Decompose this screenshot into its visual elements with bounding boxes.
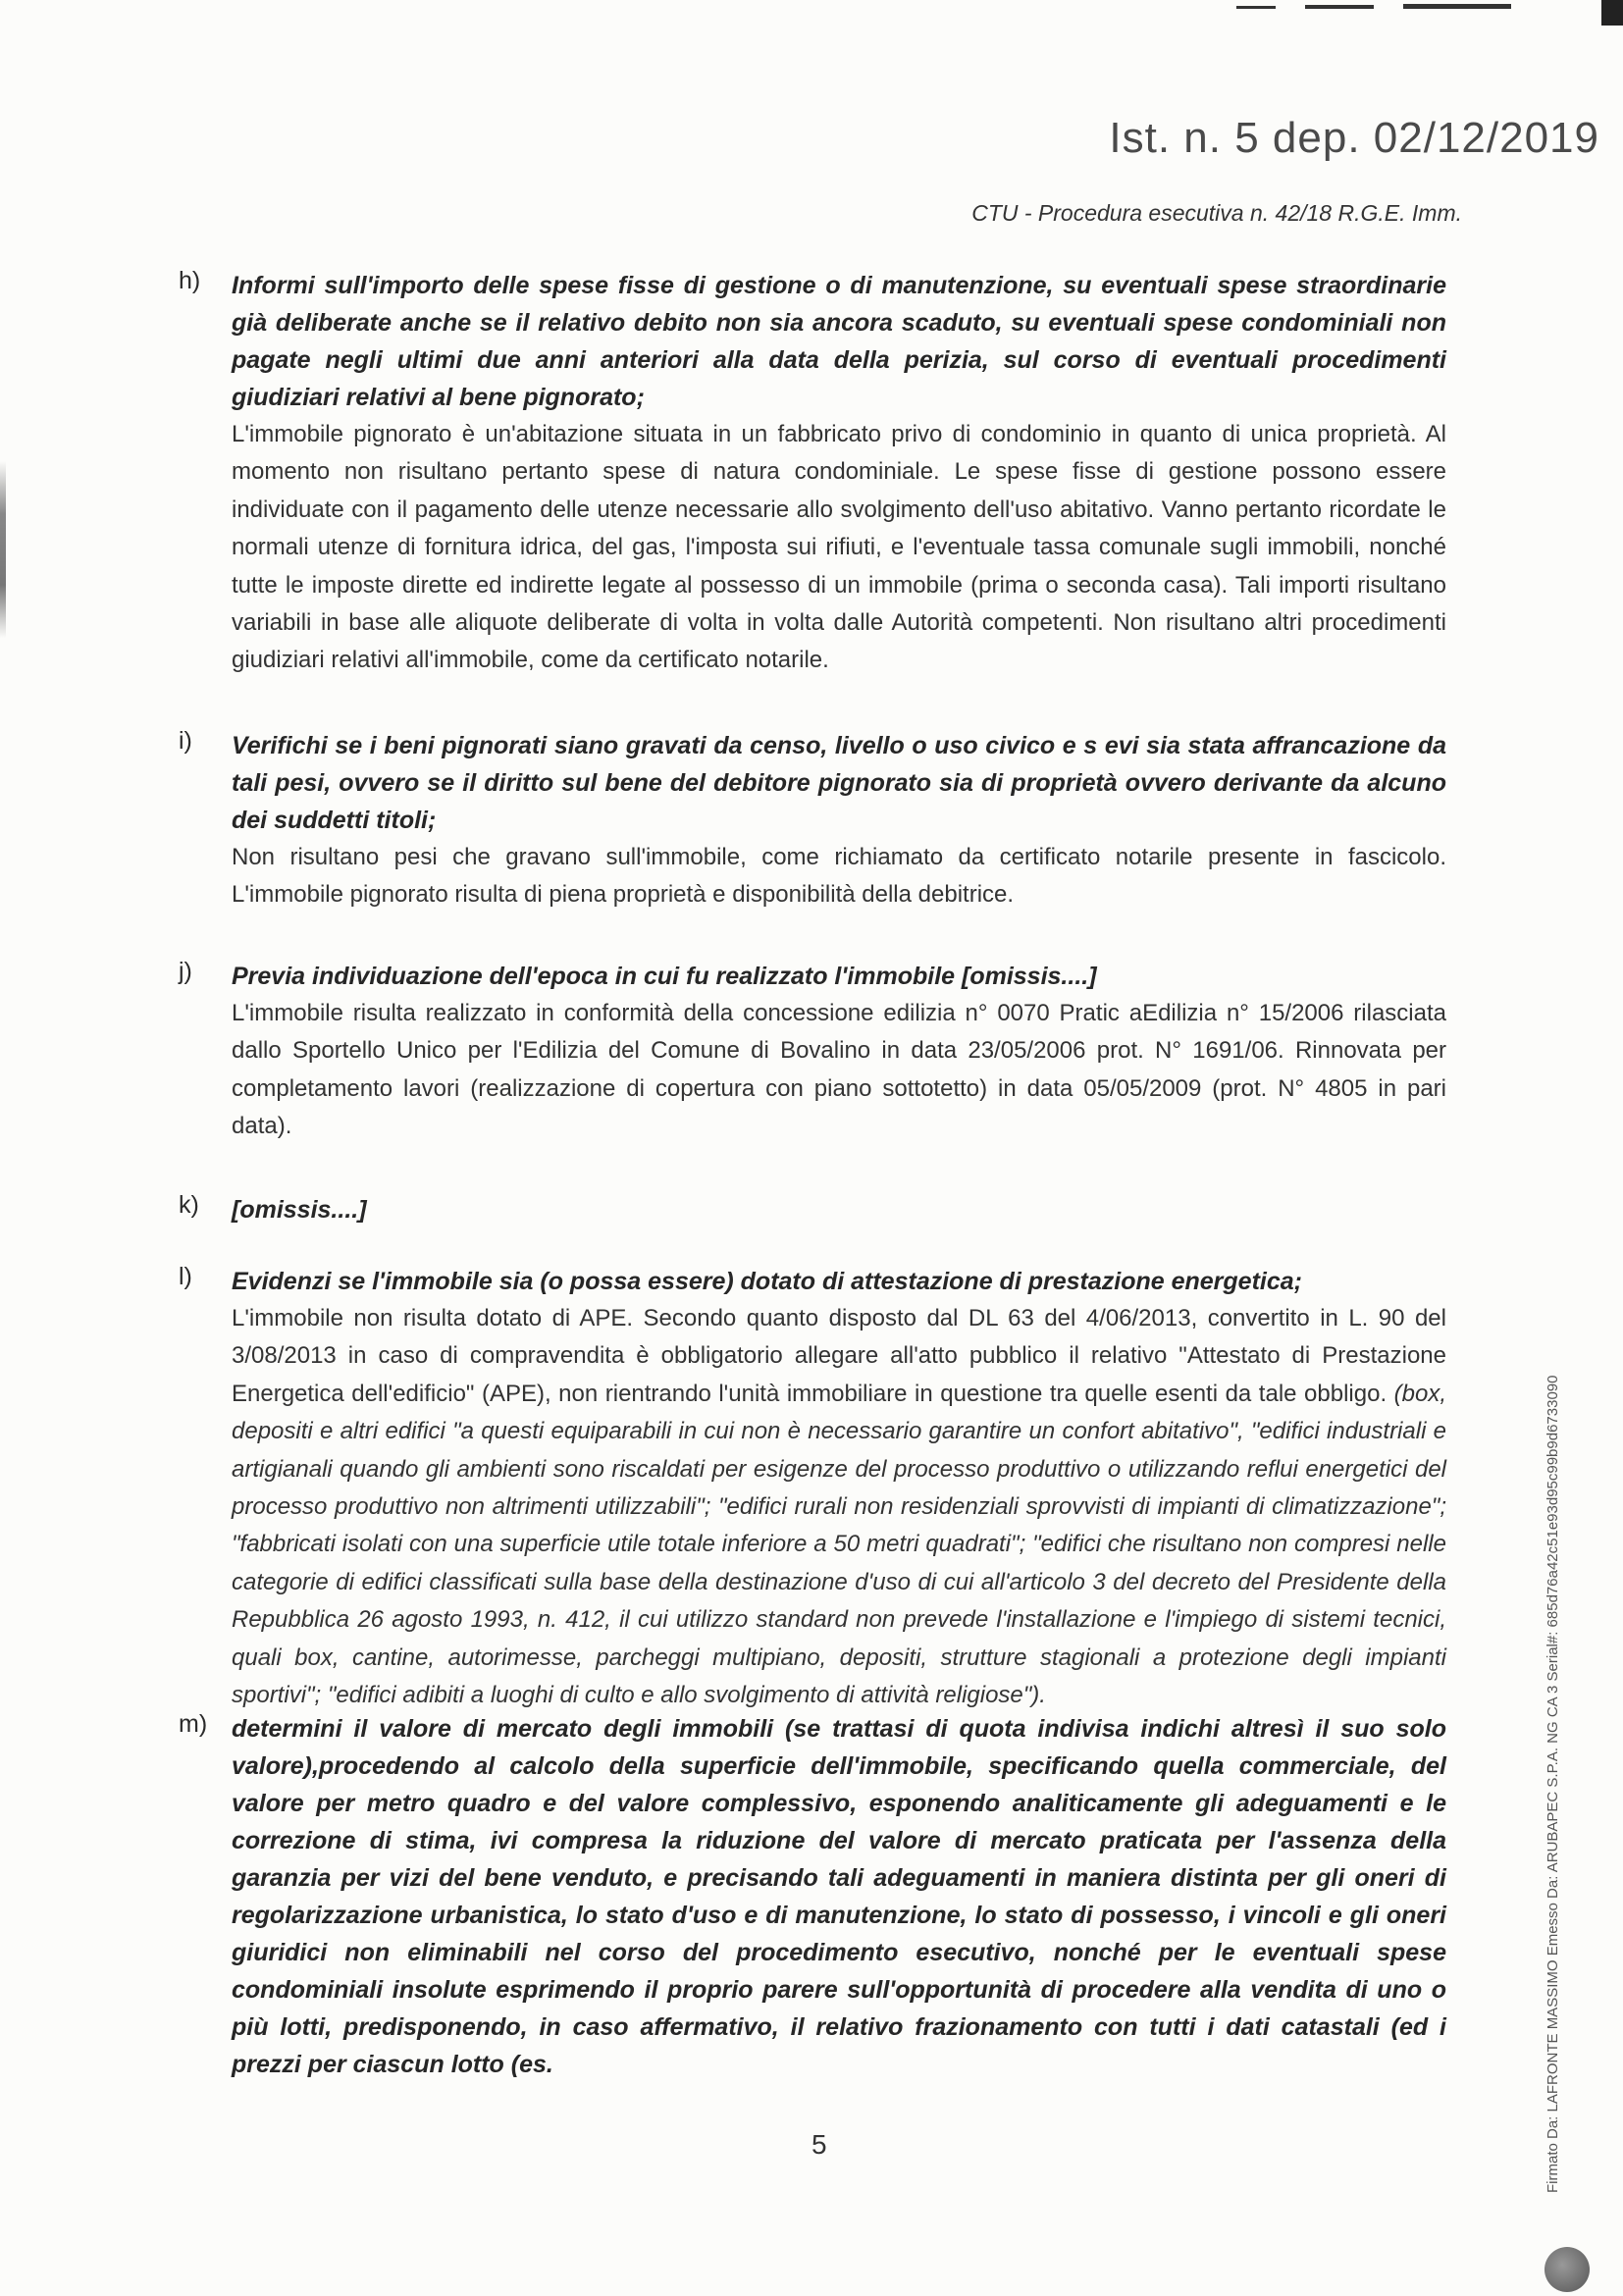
section-h xyxy=(179,267,1454,680)
section-question: [omissis....] xyxy=(232,1196,367,1224)
scan-corner-mark xyxy=(1601,0,1623,26)
section-letter: l) xyxy=(179,1263,192,1290)
section-k xyxy=(179,1191,1454,1228)
section-question: determini il valore di mercato degli immobili (se trattasi di quota indivisa indichi altresì il suo solo valore),procedendo al calcolo della superficie dell'immobile, specificando quella commerciale, del valore per metro quadro e del valore complessivo, esponendo analiticamente gli adeguamenti e le correzione di stima, ivi compresa la riduzione del valore di mercato praticata per l'assenza della garanzia per vizi del bene venduto, e precisando tali adeguamenti in maniera distinta per gli oneri di regolarizzazione urbanistica, lo stato d'uso e di manutenzione, lo stato di possesso, i vincoli e gli oneri giuridici non eliminabili nel corso del procedimento esecutivo, nonché per le eventuali spese condominiali insolute esprimendo il proprio parere sull'opportunità di procedere alla vendita di uno o più lotti, predisponendo, in caso affermativo, il relativo frazionamento con tutti i dati catastali (ed i prezzi per ciascun lotto (es. xyxy=(232,1715,1446,2078)
scan-blob xyxy=(1544,2247,1590,2292)
section-answer: Non risultano pesi che gravano sull'immobile, come richiamato da certificato notarile presente in fascicolo. L'immobile pignorato risulta di piena proprietà e disponibilità della debitrice. xyxy=(232,844,1446,909)
section-l xyxy=(179,1263,1454,1714)
section-j xyxy=(179,958,1454,1146)
digital-signature: Firmato Da: LAFRONTE MASSIMO Emesso Da: ARUBAPEC S.P.A. NG CA 3 Serial#: 685d76a42c51e93d95c99b9d6733090 xyxy=(1544,1375,1561,2193)
section-letter: k) xyxy=(179,1191,199,1219)
section-question: Previa individuazione dell'epoca in cui fu realizzato l'immobile [omissis....] xyxy=(232,963,1097,990)
section-question: Verifichi se i beni pignorati siano gravati da censo, livello o uso civico e s evi sia stata affrancazione da tali pesi, ovvero se il diritto sul bene del debitore pignorato sia di proprietà ovvero derivante da alcuno dei suddetti titoli; xyxy=(232,732,1446,834)
section-i xyxy=(179,727,1454,914)
section-answer xyxy=(232,1300,1446,1714)
scan-edge-mark xyxy=(0,461,6,638)
section-letter: i) xyxy=(179,727,192,755)
section-m xyxy=(179,1710,1454,2083)
section-letter: h) xyxy=(179,267,201,294)
section-question: Evidenzi se l'immobile sia (o possa essere) dotato di attestazione di prestazione energetica; xyxy=(232,1268,1302,1295)
section-question: Informi sull'importo delle spese fisse di gestione o di manutenzione, su eventuali spese straordinarie già deliberate anche se il relativo debito non sia ancora scaduto, su eventuali spese condominiali non pagate negli ultimi due anni anteriori alla data della perizia, sul corso di eventuali procedimenti giudiziari relativi al bene pignorato; xyxy=(232,272,1446,411)
deposit-stamp: Ist. n. 5 dep. 02/12/2019 xyxy=(1109,114,1599,162)
section-letter: m) xyxy=(179,1710,208,1738)
section-answer: L'immobile risulta realizzato in conformità della concessione edilizia n° 0070 Pratic aEdilizia n° 15/2006 rilasciata dallo Sportello Unico per l'Edilizia del Comune di Bovalino in data 23/05/2006 prot. N° 1691/06. Rinnovata per completamento lavori (realizzazione di copertura con piano sottotetto) in data 05/05/2009 (prot. N° 4805 in pari data). xyxy=(232,1000,1446,1140)
header-reference: CTU - Procedura esecutiva n. 42/18 R.G.E. Imm. xyxy=(971,200,1462,226)
page-number: 5 xyxy=(812,2129,827,2160)
section-answer: L'immobile pignorato è un'abitazione situata in un fabbricato privo di condominio in quanto di unica proprietà. Al momento non risultano pertanto spese di natura condominiale. Le spese fisse di gestione possono essere individuate con il pagamento delle utenze necessarie allo svolgimento dell'uso abitativo. Vanno pertanto ricordate le normali utenze di fornitura idrica, del gas, l'imposta sui rifiuti, e l'eventuale tassa comunale sugli immobili, nonché tutte le imposte dirette ed indirette legate al possesso di un immobile (prima o seconda casa). Tali importi risultano variabili in base alle aliquote deliberate di volta in volta dalle Autorità competenti. Non risultano altri procedimenti giudiziari relativi all'immobile, come da certificato notarile. xyxy=(232,421,1446,674)
answer-italic-text: (box, depositi e altri edifici "a questi equiparabili in cui non è necessario garantire un confort abitativo", "edifici industriali e artigianali quando gli ambienti sono riscaldati per esigenze del processo produttivo o utilizzando reflui energetici del processo produttivo non altrimenti utilizzabili"; "edifici rurali non residenziali sprovvisti di impianti di climatizzazione"; "fabbricati isolati con una superficie utile totale inferiore a 50 metri quadrati"; "edifici che risultano non compresi nelle categorie di edifici classificati sulla base della destinazione d'uso di cui all'articolo 3 del decreto del Presidente della Repubblica 26 agosto 1993, n. 412, il cui utilizzo standard non prevede l'installazione e l'impiego di sistemi tecnici, quali box, cantine, autorimesse, parcheggi multipiano, depositi, strutture stagionali a protezione degli impianti sportivi"; "edifici adibiti a luoghi di culto e allo svolgimento di attività religiose"). xyxy=(232,1380,1446,1709)
answer-plain-text: L'immobile non risulta dotato di APE. Secondo quanto disposto dal DL 63 del 4/06/2013, convertito in L. 90 del 3/08/2013 in caso di compravendita è obbligatorio allegare all'atto pubblico il relativo "Attestato di Prestazione Energetica dell'edificio" (APE), non rientrando l'unità immobiliare in questione tra quelle esenti da tale obbligo. xyxy=(232,1305,1446,1407)
scan-artifact-top xyxy=(1197,0,1623,16)
section-letter: j) xyxy=(179,958,192,985)
